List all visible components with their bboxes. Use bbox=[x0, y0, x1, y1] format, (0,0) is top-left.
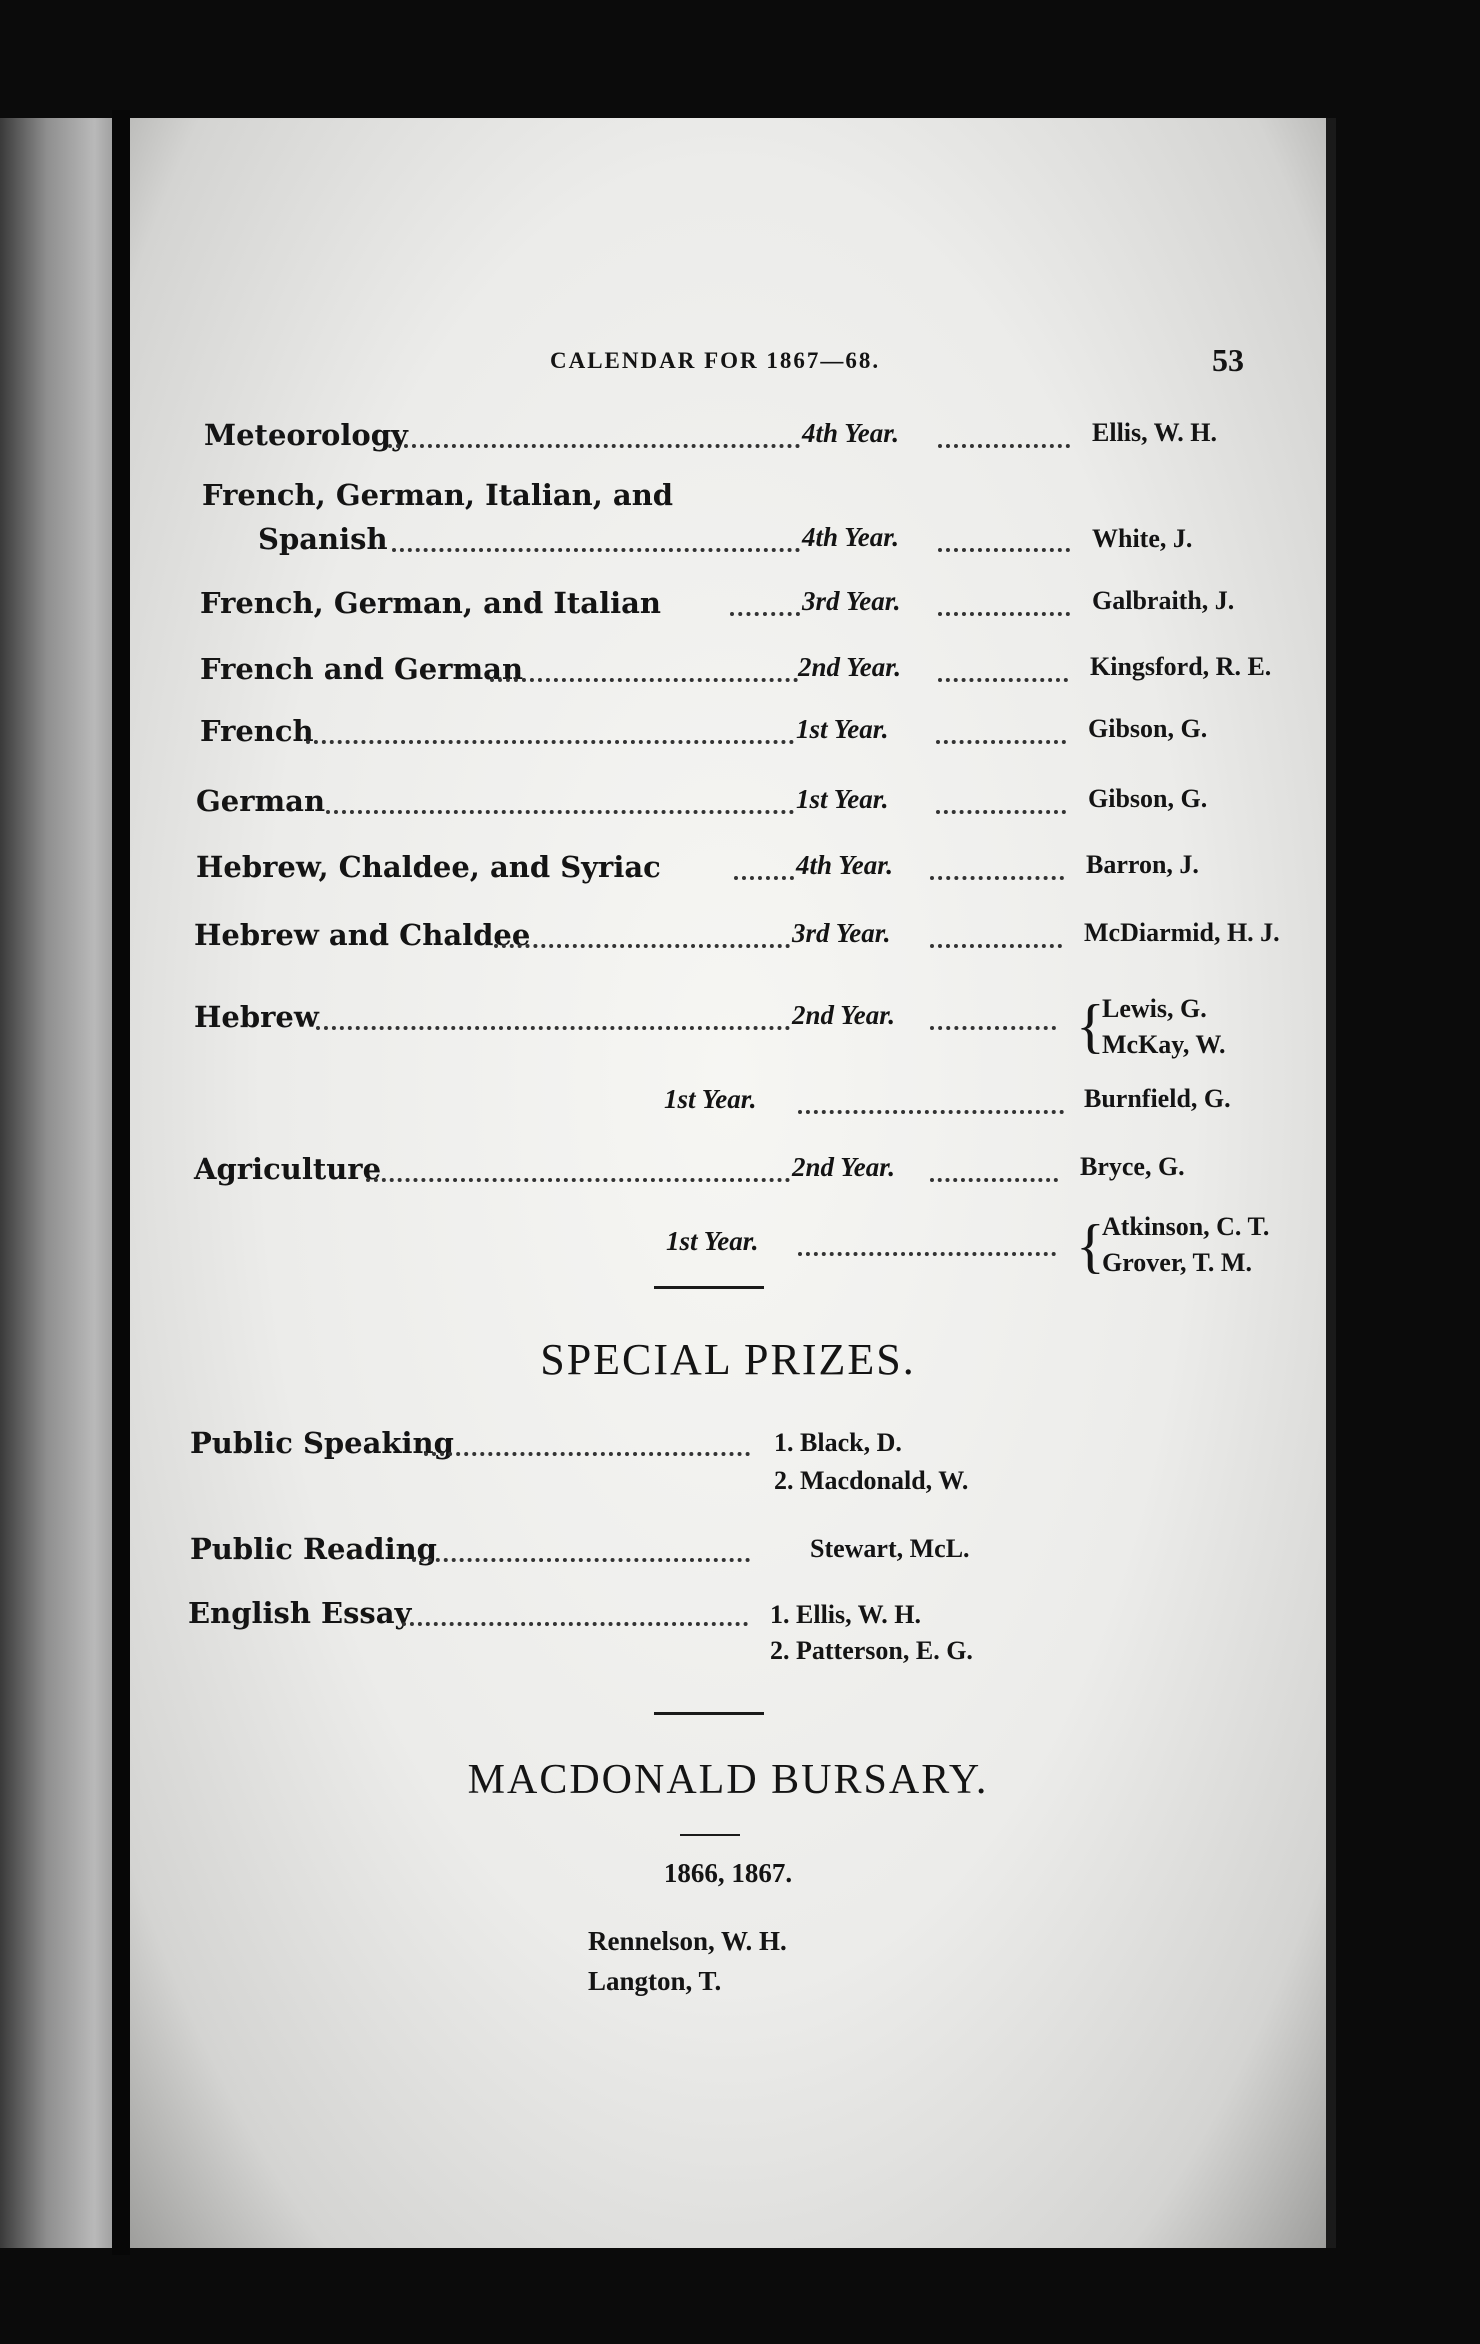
leader-dots bbox=[930, 940, 1062, 948]
bursary-recipient: Langton, T. bbox=[588, 1966, 722, 1996]
page-header bbox=[130, 342, 1326, 388]
schedule-row bbox=[130, 586, 1326, 630]
prize-subject: English Essay bbox=[188, 1596, 412, 1630]
bursary-recipient: Rennelson, W. H. bbox=[588, 1926, 787, 1956]
special-prizes-title: SPECIAL PRIZES. bbox=[540, 1335, 916, 1384]
year-label: 1st Year. bbox=[666, 1226, 759, 1256]
leader-dots bbox=[306, 736, 794, 744]
book-spine bbox=[112, 110, 130, 2255]
student-name: Burnfield, G. bbox=[1084, 1084, 1231, 1113]
student-name: Atkinson, C. T. bbox=[1102, 1212, 1270, 1241]
leader-dots bbox=[938, 440, 1070, 448]
leader-dots bbox=[936, 736, 1066, 744]
year-label: 4th Year. bbox=[802, 418, 900, 448]
schedule-row bbox=[130, 1152, 1326, 1196]
leader-dots bbox=[798, 1248, 1056, 1256]
section-divider bbox=[654, 1286, 764, 1289]
subject-label: Spanish bbox=[258, 522, 388, 556]
subject-label: French, German, and Italian bbox=[200, 586, 661, 620]
schedule-row bbox=[130, 784, 1326, 828]
bursary-years: 1866, 1867. bbox=[663, 1858, 793, 1888]
bursary-title: MACDONALD BURSARY. bbox=[467, 1757, 989, 1803]
leader-dots bbox=[930, 1174, 1058, 1182]
student-name: Barron, J. bbox=[1086, 850, 1199, 879]
schedule-row bbox=[130, 1206, 1326, 1286]
subject-label: French and German bbox=[200, 652, 524, 686]
leader-dots bbox=[798, 1106, 1064, 1114]
student-name: White, J. bbox=[1092, 524, 1193, 553]
subject-label: French bbox=[200, 714, 314, 748]
subject-label: Hebrew and Chaldee bbox=[194, 918, 531, 952]
subject-label: German bbox=[196, 784, 326, 818]
prize-subject: Public Speaking bbox=[190, 1426, 454, 1460]
document-page bbox=[130, 118, 1326, 2248]
leader-dots bbox=[938, 674, 1068, 682]
leader-dots bbox=[936, 806, 1066, 814]
subject-label: Hebrew bbox=[194, 1000, 319, 1034]
leader-dots bbox=[424, 1448, 750, 1456]
page-number: 53 bbox=[1212, 342, 1244, 378]
leader-dots bbox=[388, 440, 800, 448]
year-label: 1st Year. bbox=[796, 714, 889, 744]
leader-dots bbox=[730, 608, 800, 616]
student-name: McDiarmid, H. J. bbox=[1084, 918, 1280, 947]
prize-winner: 2. Macdonald, W. bbox=[774, 1466, 969, 1495]
schedule-row bbox=[130, 1084, 1326, 1128]
section-divider bbox=[680, 1834, 740, 1836]
schedule-row bbox=[130, 652, 1326, 696]
year-label: 1st Year. bbox=[664, 1084, 757, 1114]
leader-dots bbox=[490, 674, 798, 682]
year-label: 1st Year. bbox=[796, 784, 889, 814]
prize-row bbox=[130, 1596, 1326, 1676]
prize-winner: 1. Black, D. bbox=[774, 1428, 902, 1457]
leader-dots bbox=[930, 872, 1064, 880]
leader-dots bbox=[938, 608, 1070, 616]
year-label: 4th Year. bbox=[802, 522, 900, 552]
prize-row bbox=[130, 1532, 1326, 1576]
year-label: 4th Year. bbox=[796, 850, 894, 880]
prize-subject: Public Reading bbox=[190, 1532, 437, 1566]
leader-dots bbox=[930, 1022, 1056, 1030]
subject-label: Hebrew, Chaldee, and Syriac bbox=[196, 850, 661, 884]
student-name: Galbraith, J. bbox=[1092, 586, 1235, 615]
page-edge-shadow bbox=[1326, 118, 1336, 2248]
year-label: 2nd Year. bbox=[798, 652, 902, 682]
brace-icon: { bbox=[1076, 993, 1105, 1059]
schedule-row bbox=[130, 994, 1326, 1074]
student-name: Gibson, G. bbox=[1088, 714, 1208, 743]
schedule-row bbox=[130, 478, 1326, 568]
student-name: Bryce, G. bbox=[1080, 1152, 1185, 1181]
subject-label: Agriculture bbox=[194, 1152, 382, 1186]
year-label: 2nd Year. bbox=[792, 1152, 896, 1182]
student-name: McKay, W. bbox=[1102, 1030, 1226, 1059]
prize-winner: Stewart, McL. bbox=[810, 1534, 970, 1563]
student-name: Lewis, G. bbox=[1102, 994, 1207, 1023]
subject-label-line1: French, German, Italian, and bbox=[202, 478, 674, 512]
prize-row bbox=[130, 1426, 1326, 1506]
prize-winner: 2. Patterson, E. G. bbox=[770, 1636, 973, 1665]
leader-dots bbox=[326, 806, 794, 814]
schedule-row bbox=[130, 918, 1326, 962]
running-title: CALENDAR FOR 1867—68. bbox=[550, 348, 881, 373]
leader-dots bbox=[402, 1618, 748, 1626]
schedule-row bbox=[130, 714, 1326, 758]
year-label: 2nd Year. bbox=[792, 1000, 896, 1030]
student-name: Ellis, W. H. bbox=[1092, 418, 1217, 447]
leader-dots bbox=[366, 1174, 790, 1182]
leader-dots bbox=[938, 544, 1070, 552]
student-name: Gibson, G. bbox=[1088, 784, 1208, 813]
year-label: 3rd Year. bbox=[792, 918, 891, 948]
student-name: Grover, T. M. bbox=[1102, 1248, 1252, 1277]
brace-icon: { bbox=[1076, 1213, 1105, 1279]
year-label: 3rd Year. bbox=[802, 586, 901, 616]
leader-dots bbox=[412, 1554, 750, 1562]
subject-label: Meteorology bbox=[204, 418, 408, 452]
leader-dots bbox=[316, 1022, 790, 1030]
leader-dots bbox=[494, 940, 790, 948]
prize-winner: 1. Ellis, W. H. bbox=[770, 1600, 921, 1629]
adjacent-page-edge bbox=[0, 118, 118, 2248]
section-divider bbox=[654, 1712, 764, 1715]
schedule-row bbox=[130, 418, 1326, 462]
student-name: Kingsford, R. E. bbox=[1090, 652, 1272, 681]
leader-dots bbox=[392, 544, 800, 552]
leader-dots bbox=[734, 872, 794, 880]
schedule-row bbox=[130, 850, 1326, 894]
